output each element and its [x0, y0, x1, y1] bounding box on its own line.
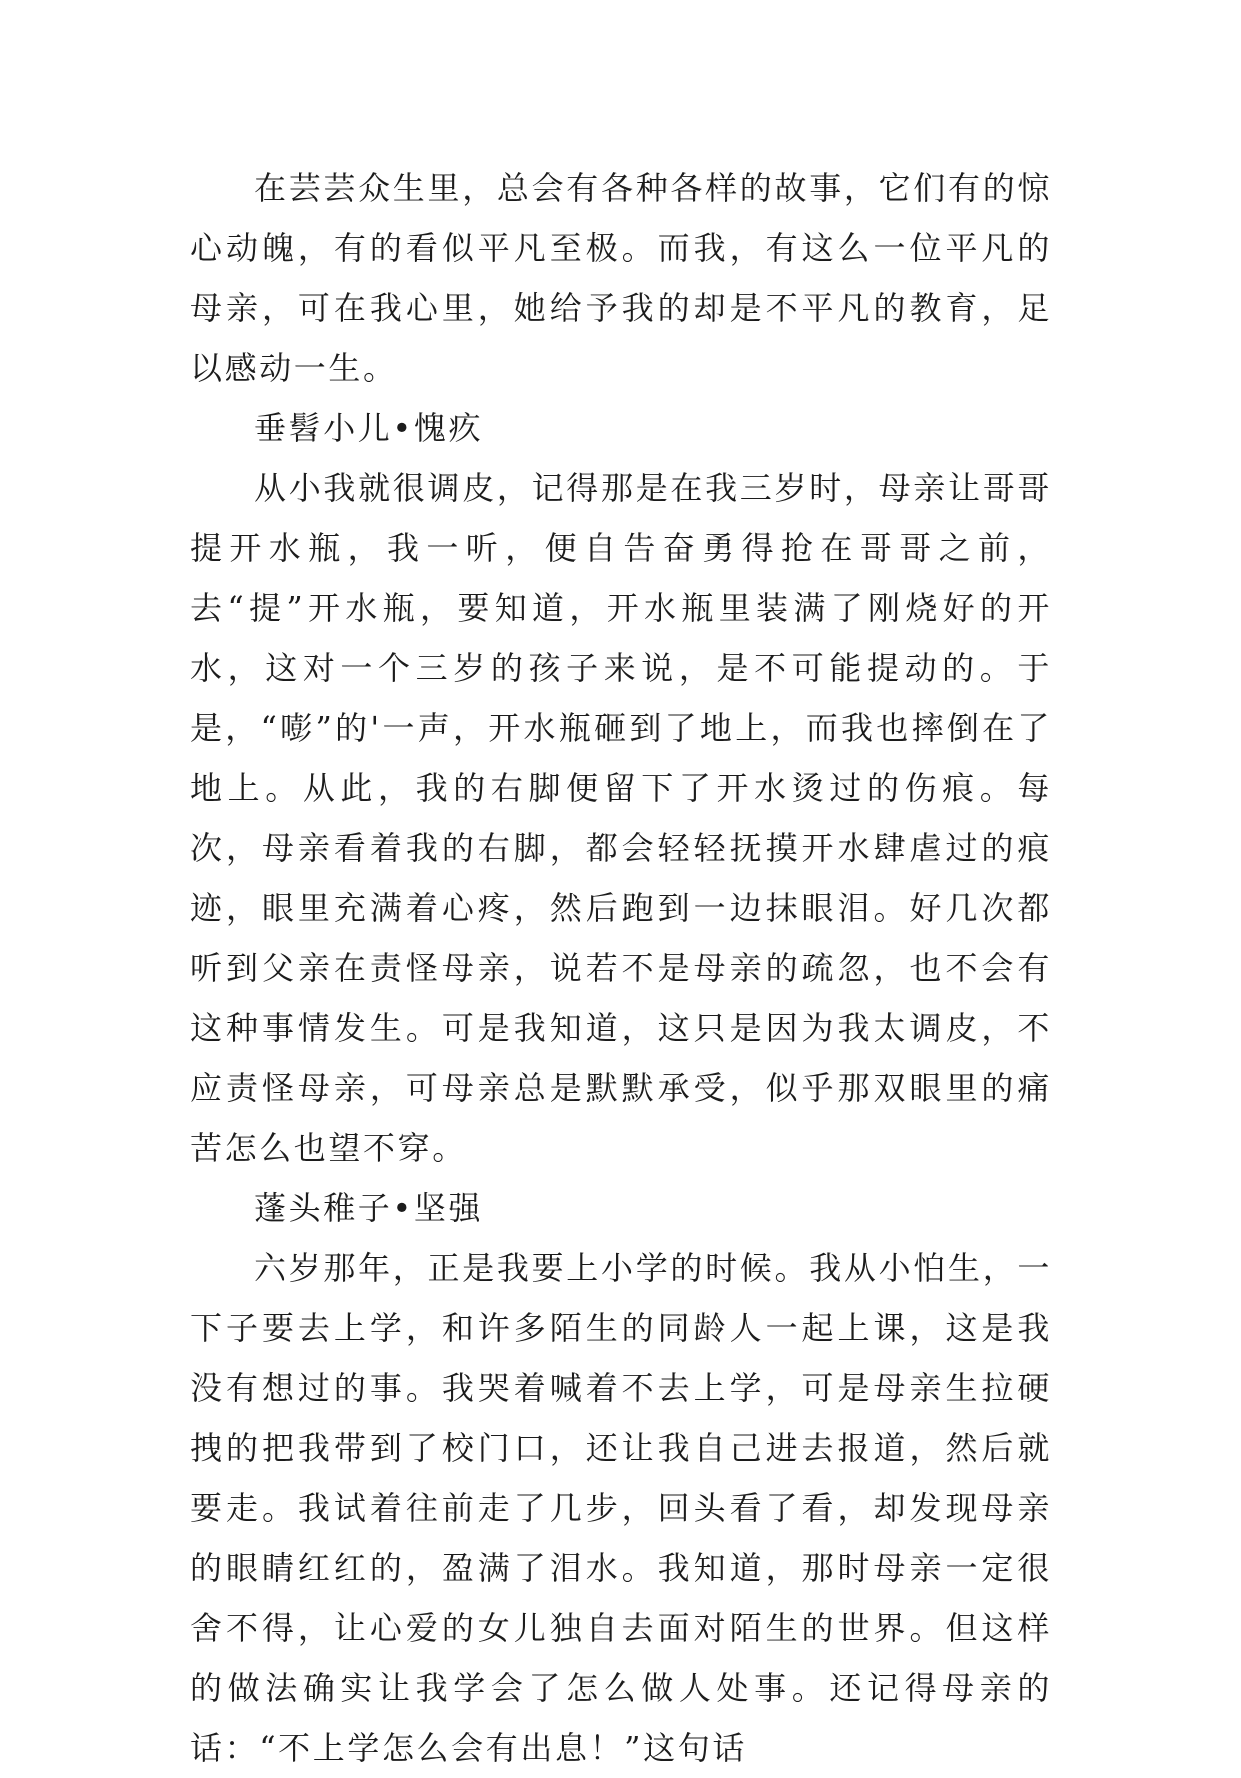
section-heading-guilt: 垂髫小儿•愧疚: [254, 409, 484, 447]
section-heading-strength: 蓬头稚子•坚强: [254, 1189, 484, 1227]
section-paragraph-strength: 六岁那年，正是我要上小学的时候。我从小怕生，一下子要去上学，和许多陌生的同龄人一起上课，这是我没有想过的事。我哭着喊着不去上学，可是母亲生拉硬拽的把我带到了校门口，还让我自己进去报道，然后就要走。我试着往前走了几步，回头看了看，却发现母亲的眼睛红红的，盈满了泪水。我知道，那时母亲一定很舍不得，让心爱的女儿独自去面对陌生的世界。但这样的做法确实让我学会了怎么做人处事。还记得母亲的话：“不上学怎么会有出息！”这句话: [190, 1249, 1052, 1767]
document-body: [190, 158, 1052, 1778]
section-paragraph-guilt: 从小我就很调皮，记得那是在我三岁时，母亲让哥哥提开水瓶，我一听，便自告奋勇得抢在哥哥之前，去“提”开水瓶，要知道，开水瓶里装满了刚烧好的开水，这对一个三岁的孩子来说，是不可能提动的。于是，“嘭”的'一声，开水瓶砸到了地上，而我也摔倒在了地上。从此，我的右脚便留下了开水烫过的伤痕。每次，母亲看着我的右脚，都会轻轻抚摸开水肆虐过的痕迹，眼里充满着心疼，然后跑到一边抹眼泪。好几次都听到父亲在责怪母亲，说若不是母亲的疏忽，也不会有这种事情发生。可是我知道，这只是因为我太调皮，不应责怪母亲，可母亲总是默默承受，似乎那双眼里的痛苦怎么也望不穿。: [190, 469, 1052, 1167]
intro-paragraph: 在芸芸众生里，总会有各种各样的故事，它们有的惊心动魄，有的看似平凡至极。而我，有这么一位平凡的母亲，可在我心里，她给予我的却是不平凡的教育，足以感动一生。: [190, 169, 1052, 387]
